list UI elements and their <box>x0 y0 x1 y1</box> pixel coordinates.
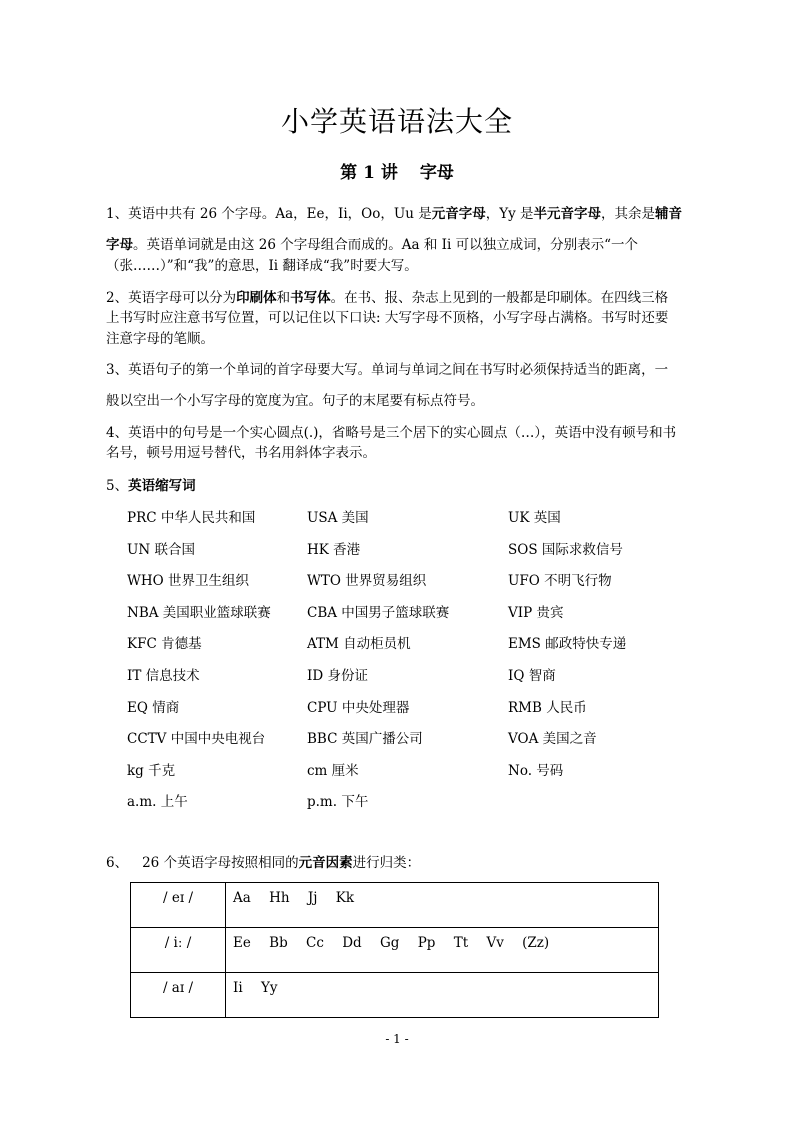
phoneme-cell: / eɪ / <box>131 883 226 928</box>
abbreviation-item: NBA 美国职业篮球联赛 <box>127 604 271 621</box>
p1-bold-consonant: 辅音 <box>655 206 683 222</box>
p5-heading-text: 英语缩写词 <box>128 478 196 494</box>
lecture-heading <box>0 158 794 183</box>
page-number: - 1 - <box>385 1032 409 1046</box>
p1-text-c: ，其余是 <box>601 206 656 222</box>
abbreviation-item: CCTV 中国中央电视台 <box>127 731 266 748</box>
paragraph-1-line-2 <box>106 234 688 256</box>
p2-text-c: 。在书、报、杂志上见到的一般都是印刷体。在四线三格 <box>330 290 669 306</box>
abbreviation-item: EQ 情商 <box>127 699 180 716</box>
letter-pair: Yy <box>260 980 278 996</box>
letters-cell <box>226 973 659 1018</box>
letter-pair: Dd <box>342 935 362 951</box>
letter-pair: Kk <box>335 890 355 906</box>
abbreviation-item: KFC 肯德基 <box>127 636 202 653</box>
letter-pair: Pp <box>417 935 436 951</box>
letters-cell <box>226 883 659 928</box>
p6-text-a: 26 个英语字母按照相同的 <box>142 855 299 871</box>
letter-pair: Bb <box>269 935 288 951</box>
paragraph-4-line-1: 4、英语中的句号是一个实心圆点(.)，省略号是三个居下的实心圆点（…），英语中没有顿号和书 <box>106 425 677 441</box>
letter-pair: Hh <box>269 890 290 906</box>
paragraph-1-line-1 <box>106 203 688 225</box>
abbreviation-item: CBA 中国男子篮球联赛 <box>307 604 450 621</box>
p1-bold-letters: 字母 <box>106 237 133 253</box>
abbreviation-row <box>127 569 687 601</box>
abbreviation-row <box>127 506 687 538</box>
p2-bold-print: 印刷体 <box>236 290 277 306</box>
phoneme-cell: / aɪ / <box>131 973 226 1018</box>
paragraph-2-line-3: 注意字母的笔顺。 <box>106 331 214 347</box>
abbreviation-row <box>127 601 687 633</box>
p1-text-line2: 。英语单词就是由这 26 个字母组合而成的。Aa 和 Ii 可以独立成词，分别表示“一个 <box>133 237 638 253</box>
lecture-topic: 字母 <box>419 163 454 183</box>
p1-text-a: 1、英语中共有 26 个字母。Aa，Ee，Ii，Oo，Uu 是 <box>106 206 432 222</box>
abbreviation-item: No. 号码 <box>508 762 564 779</box>
abbreviation-item: EMS 邮政特快专递 <box>508 636 627 653</box>
paragraph-2-line-1 <box>106 287 688 309</box>
abbreviation-item: RMB 人民币 <box>508 699 587 716</box>
letter-pair: Gg <box>379 935 400 951</box>
p6-text-c: 进行归类： <box>352 855 421 871</box>
abbreviation-item: BBC 英国广播公司 <box>307 731 423 748</box>
letter-pair: Vv <box>486 935 504 951</box>
abbreviation-row <box>127 538 687 570</box>
letter-pair: Cc <box>306 935 324 951</box>
abbreviation-item: WHO 世界卫生组织 <box>127 573 250 590</box>
abbreviation-item: PRC 中华人民共和国 <box>127 510 256 526</box>
p2-text-and: 和 <box>276 290 291 306</box>
abbreviation-row <box>127 664 687 696</box>
document-title: 小学英语语法大全 <box>280 105 513 138</box>
letter-pair: Aa <box>233 890 251 906</box>
paragraph-2-line-2: 上书写时应注意书写位置，可以记住以下口诀: 大写字母不顶格，小写字母占满格。书写时还要 <box>106 310 669 326</box>
letter-pair: Tt <box>453 935 469 951</box>
abbreviation-row <box>127 759 687 791</box>
abbreviation-item: SOS 国际求救信号 <box>508 541 623 558</box>
abbreviation-item: VOA 美国之音 <box>508 731 597 748</box>
table-row <box>131 928 659 973</box>
abbreviation-item: UFO 不明飞行物 <box>508 573 612 590</box>
abbreviation-item: UK 英国 <box>508 510 561 526</box>
paragraph-1-line-3: （张……）”和“我”的意思，Ii 翻译成“我”时要大写。 <box>106 258 418 274</box>
letters-cell <box>226 928 659 973</box>
p1-bold-semivowel: 半元音字母 <box>533 206 602 222</box>
p6-number: 6、 <box>106 855 129 871</box>
abbreviation-item: ATM 自动柜员机 <box>307 636 411 653</box>
abbreviation-row <box>127 632 687 664</box>
phoneme-cell: / iː / <box>131 928 226 973</box>
abbreviation-item: kg 千克 <box>127 762 176 779</box>
table-row <box>131 973 659 1018</box>
letter-pair: Ee <box>233 935 251 951</box>
abbreviation-item: USA 美国 <box>307 510 369 526</box>
p2-bold-handwriting: 书写体 <box>290 290 331 306</box>
p1-bold-vowels: 元音字母 <box>431 206 486 222</box>
paragraph-4-line-2: 名号，顿号用逗号替代，书名用斜体字表示。 <box>106 445 376 461</box>
p6-bold-vowel-sound: 元音因素 <box>298 855 353 871</box>
paragraph-3-line-1: 3、英语句子的第一个单词的首字母要大写。单词与单词之间在书写时必须保持适当的距离，一 <box>106 362 669 378</box>
abbreviation-row <box>127 727 687 759</box>
paragraph-6-heading <box>106 852 688 874</box>
p1-text-b: ，Yy 是 <box>485 206 534 222</box>
abbreviation-item: cm 厘米 <box>307 762 359 779</box>
abbreviation-row <box>127 696 687 728</box>
p2-text-a: 2、英语字母可以分为 <box>106 290 237 306</box>
abbreviation-item: IQ 智商 <box>508 667 556 684</box>
abbreviation-row <box>127 790 687 822</box>
abbreviation-item: VIP 贵宾 <box>508 604 564 621</box>
abbreviation-item: p.m. 下午 <box>307 794 369 811</box>
vowel-letter-table <box>130 882 659 1018</box>
letter-pair: Jj <box>307 890 318 906</box>
abbreviation-item: a.m. 上午 <box>127 794 188 811</box>
abbreviation-item: CPU 中央处理器 <box>307 699 410 716</box>
paragraph-3-line-2: 般以空出一个小写字母的宽度为宜。句子的末尾要有标点符号。 <box>106 393 484 409</box>
p5-number: 5、 <box>106 478 129 494</box>
letter-pair: Ii <box>233 980 243 996</box>
lecture-label: 第 1 讲 <box>340 163 398 183</box>
letter-pair: (Zz) <box>522 935 550 951</box>
abbreviation-item: UN 联合国 <box>127 541 195 558</box>
abbreviation-item: HK 香港 <box>307 541 361 558</box>
abbreviation-list <box>127 506 687 822</box>
abbreviation-item: WTO 世界贸易组织 <box>307 573 427 590</box>
paragraph-5-heading <box>106 475 688 497</box>
abbreviation-item: IT 信息技术 <box>127 667 200 684</box>
table-row <box>131 883 659 928</box>
abbreviation-item: ID 身份证 <box>307 667 368 684</box>
